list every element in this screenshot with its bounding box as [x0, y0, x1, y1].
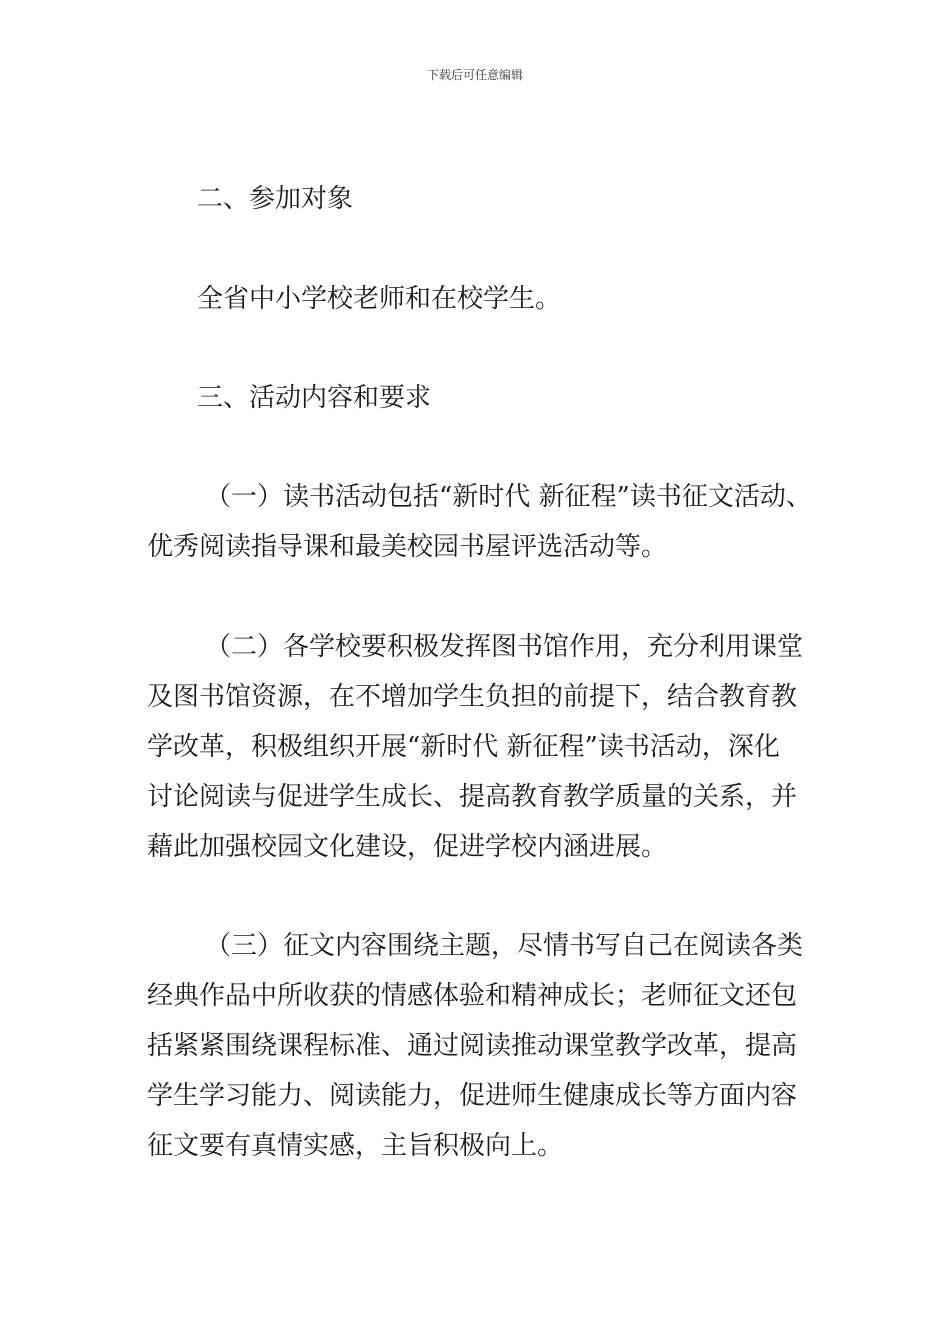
paragraph-line: 讨论阅读与促进学生成长、提高教育教学质量的关系，并 — [147, 782, 798, 812]
paragraph-line: 征文要有真情实感，主旨积极向上。 — [147, 1131, 564, 1161]
paragraph-line: （一）读书活动包括“新时代 新征程”读书征文活动、 — [205, 482, 812, 512]
paragraph-line: （三）征文内容围绕主题，尽情书写自己在阅读各类 — [205, 931, 804, 961]
section-heading-participants: 二、参加对象 — [197, 184, 354, 214]
paragraph-line: （二）各学校要积极发挥图书馆作用，充分利用课堂 — [205, 632, 804, 662]
paragraph-line: 学改革，积极组织开展“新时代 新征程”读书活动，深化 — [147, 732, 780, 762]
page-header: 下载后可任意编辑 — [426, 68, 523, 82]
paragraph-line: 及图书馆资源，在不增加学生负担的前提下，结合教育教 — [147, 682, 798, 712]
paragraph-line: 全省中小学校老师和在校学生。 — [197, 284, 562, 314]
section-heading-content: 三、活动内容和要求 — [197, 383, 432, 413]
paragraph-line: 经典作品中所收获的情感体验和精神成长；老师征文还包 — [147, 981, 798, 1011]
paragraph-line: 优秀阅读指导课和最美校园书屋评选活动等。 — [147, 532, 668, 562]
paragraph-line: 学生学习能力、阅读能力，促进师生健康成长等方面内容 — [147, 1081, 798, 1111]
paragraph-line: 藉此加强校园文化建设，促进学校内涵进展。 — [147, 832, 668, 862]
paragraph-line: 括紧紧围绕课程标准、通过阅读推动课堂教学改革，提高 — [147, 1031, 798, 1061]
